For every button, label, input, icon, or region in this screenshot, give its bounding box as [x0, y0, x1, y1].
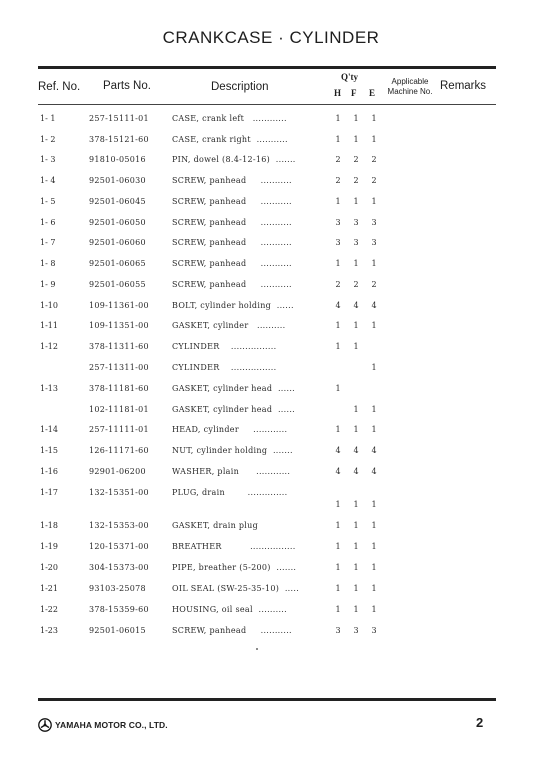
description: NUT, cylinder holding .......	[172, 446, 293, 455]
qty-f: 1	[353, 500, 359, 509]
part-no: 92501-06030	[89, 176, 146, 185]
header-remarks: Remarks	[440, 80, 487, 92]
table-row	[0, 626, 542, 646]
qty-f: 1	[353, 321, 359, 330]
page-number: 2	[476, 715, 484, 730]
description: OIL SEAL (SW-25-35-10) .....	[172, 584, 300, 593]
ref-no: 1-23	[40, 626, 58, 635]
table-row	[0, 259, 542, 279]
qty-e: 3	[371, 238, 377, 247]
qty-f: 3	[353, 626, 359, 635]
description: SCREW, panhead ...........	[172, 238, 292, 247]
part-no: 92501-06015	[89, 626, 146, 635]
ref-no: 1- 4	[40, 176, 56, 185]
part-no: 257-11311-00	[89, 363, 149, 372]
table-row	[0, 467, 542, 487]
qty-e: 2	[371, 176, 377, 185]
footer-rule	[38, 698, 496, 701]
stray-mark	[256, 648, 258, 650]
part-no: 304-15373-00	[89, 563, 149, 572]
table-row	[0, 321, 542, 341]
qty-h: 1	[335, 500, 341, 509]
table-row	[0, 301, 542, 321]
qty-f: 4	[353, 467, 359, 476]
qty-f: 3	[353, 218, 359, 227]
qty-e: 1	[371, 135, 377, 144]
header-e: E	[369, 88, 376, 98]
qty-f: 1	[353, 584, 359, 593]
table-row	[0, 521, 542, 541]
qty-e: 4	[371, 446, 377, 455]
qty-f: 1	[353, 563, 359, 572]
qty-e: 1	[371, 605, 377, 614]
header-f: F	[351, 88, 357, 98]
ref-no: 1-12	[40, 342, 58, 351]
description: SCREW, panhead ...........	[172, 176, 292, 185]
qty-h: 3	[335, 626, 341, 635]
qty-f: 2	[353, 280, 359, 289]
ref-no: 1-14	[40, 425, 58, 434]
qty-h: 1	[335, 563, 341, 572]
qty-f: 1	[353, 542, 359, 551]
qty-e: 1	[371, 425, 377, 434]
table-row	[0, 135, 542, 155]
part-no: 109-11351-00	[89, 321, 149, 330]
ref-no: 1-13	[40, 384, 58, 393]
table-row	[0, 563, 542, 583]
ref-no: 1-16	[40, 467, 58, 476]
ref-no: 1- 8	[40, 259, 56, 268]
description: CASE, crank left ............	[172, 114, 287, 123]
part-no: 378-11311-60	[89, 342, 149, 351]
ref-no: 1- 7	[40, 238, 56, 247]
table-row	[0, 405, 542, 425]
qty-h: 2	[335, 280, 341, 289]
table-row	[0, 197, 542, 217]
description: GASKET, cylinder ..........	[172, 321, 286, 330]
qty-e: 3	[371, 218, 377, 227]
qty-e: 1	[371, 542, 377, 551]
description: BREATHER ................	[172, 542, 296, 551]
qty-f: 1	[353, 342, 359, 351]
ref-no: 1- 2	[40, 135, 56, 144]
qty-h: 3	[335, 238, 341, 247]
ref-no: 1-10	[40, 301, 58, 310]
qty-e: 1	[371, 521, 377, 530]
ref-no: 1- 6	[40, 218, 56, 227]
qty-f: 1	[353, 405, 359, 414]
header-h: H	[334, 88, 342, 98]
ref-no: 1-21	[40, 584, 58, 593]
qty-e: 1	[371, 405, 377, 414]
part-no: 92501-06050	[89, 218, 146, 227]
ref-no: 1-15	[40, 446, 58, 455]
table-row	[0, 342, 542, 362]
qty-e: 4	[371, 301, 377, 310]
ref-no: 1-22	[40, 605, 58, 614]
part-no: 126-11171-60	[89, 446, 149, 455]
part-no: 257-15111-01	[89, 114, 149, 123]
qty-h: 1	[335, 135, 341, 144]
description: CYLINDER ................	[172, 363, 277, 372]
footer-brand	[38, 718, 168, 732]
qty-f: 2	[353, 176, 359, 185]
qty-f: 1	[353, 521, 359, 530]
company-name: YAMAHA MOTOR CO., LTD.	[55, 720, 168, 730]
description: PIPE, breather (5-200) .......	[172, 563, 297, 572]
description: BOLT, cylinder holding ......	[172, 301, 294, 310]
table-row	[0, 155, 542, 175]
header-bottom-rule	[38, 104, 496, 105]
header-parts-no: Parts No.	[103, 80, 151, 92]
qty-f: 1	[353, 605, 359, 614]
qty-e: 2	[371, 155, 377, 164]
qty-e: 3	[371, 626, 377, 635]
part-no: 92501-06060	[89, 238, 146, 247]
description: SCREW, panhead ...........	[172, 280, 292, 289]
description: SCREW, panhead ...........	[172, 218, 292, 227]
ref-no: 1-19	[40, 542, 58, 551]
description: CYLINDER ................	[172, 342, 277, 351]
description: HEAD, cylinder ............	[172, 425, 288, 434]
part-no: 378-15121-60	[89, 135, 149, 144]
description: GASKET, drain plug	[172, 521, 259, 530]
part-no: 92501-06045	[89, 197, 146, 206]
qty-e: 1	[371, 197, 377, 206]
qty-f: 1	[353, 135, 359, 144]
qty-f: 4	[353, 446, 359, 455]
part-no: 132-15351-00	[89, 488, 149, 497]
description: PLUG, drain ..............	[172, 488, 288, 497]
header-description: Description	[211, 81, 269, 93]
description: PIN, dowel (8.4-12-16) .......	[172, 155, 296, 164]
header-qty: Q'ty	[341, 72, 358, 82]
qty-e: 1	[371, 114, 377, 123]
qty-e: 1	[371, 584, 377, 593]
part-no: 91810-05016	[89, 155, 146, 164]
table-row	[0, 280, 542, 300]
ref-no: 1- 5	[40, 197, 56, 206]
description: CASE, crank right ...........	[172, 135, 288, 144]
part-no: 102-11181-01	[89, 405, 149, 414]
table-row	[0, 218, 542, 238]
qty-e: 1	[371, 500, 377, 509]
qty-h: 4	[335, 467, 341, 476]
description: SCREW, panhead ...........	[172, 197, 292, 206]
table-row	[0, 584, 542, 604]
qty-h: 1	[335, 114, 341, 123]
part-no: 92501-06055	[89, 280, 146, 289]
qty-f: 1	[353, 425, 359, 434]
description: GASKET, cylinder head ......	[172, 405, 296, 414]
qty-h: 1	[335, 321, 341, 330]
part-no: 92501-06065	[89, 259, 146, 268]
header-applicable-line2: Machine No.	[387, 87, 433, 96]
ref-no: 1- 1	[40, 114, 56, 123]
description: HOUSING, oil seal ..........	[172, 605, 287, 614]
qty-h: 1	[335, 521, 341, 530]
table-row	[0, 363, 542, 383]
qty-f: 2	[353, 155, 359, 164]
qty-h: 1	[335, 342, 341, 351]
header-ref-no: Ref. No.	[38, 81, 81, 93]
qty-h: 1	[335, 584, 341, 593]
qty-e: 1	[371, 363, 377, 372]
qty-h: 1	[335, 384, 341, 393]
part-no: 378-11181-60	[89, 384, 149, 393]
qty-h: 1	[335, 197, 341, 206]
page-title: CRANKCASE · CYLINDER	[162, 28, 380, 47]
table-row	[0, 176, 542, 196]
table-row	[0, 238, 542, 258]
qty-e: 1	[371, 321, 377, 330]
description: GASKET, cylinder head ......	[172, 384, 296, 393]
qty-h: 1	[335, 425, 341, 434]
qty-h: 2	[335, 176, 341, 185]
qty-h: 1	[335, 542, 341, 551]
table-row	[0, 605, 542, 625]
ref-no: 1- 9	[40, 280, 56, 289]
qty-h: 2	[335, 155, 341, 164]
qty-e: 1	[371, 563, 377, 572]
description: WASHER, plain ............	[172, 467, 291, 476]
part-no: 120-15371-00	[89, 542, 149, 551]
qty-h: 4	[335, 301, 341, 310]
part-no: 93103-25078	[89, 584, 146, 593]
qty-e: 2	[371, 280, 377, 289]
part-no: 257-11111-01	[89, 425, 149, 434]
qty-f: 1	[353, 197, 359, 206]
qty-f: 3	[353, 238, 359, 247]
table-row	[0, 446, 542, 466]
qty-h: 3	[335, 218, 341, 227]
part-no: 378-15359-60	[89, 605, 149, 614]
ref-no: 1-11	[40, 321, 58, 330]
description: SCREW, panhead ...........	[172, 259, 292, 268]
table-row	[0, 542, 542, 562]
header-top-rule	[38, 66, 496, 69]
header-applicable-machine	[382, 77, 438, 97]
part-no: 132-15353-00	[89, 521, 149, 530]
table-row-continuation	[0, 500, 542, 520]
ref-no: 1-17	[40, 488, 58, 497]
qty-h: 4	[335, 446, 341, 455]
ref-no: 1-18	[40, 521, 58, 530]
qty-h: 1	[335, 605, 341, 614]
part-no: 92901-06200	[89, 467, 146, 476]
qty-f: 4	[353, 301, 359, 310]
qty-h: 1	[335, 259, 341, 268]
qty-f: 1	[353, 114, 359, 123]
description: SCREW, panhead ...........	[172, 626, 292, 635]
ref-no: 1-20	[40, 563, 58, 572]
qty-e: 1	[371, 259, 377, 268]
table-row	[0, 384, 542, 404]
header-applicable-line1: Applicable	[391, 77, 429, 86]
table-row	[0, 114, 542, 134]
qty-f: 1	[353, 259, 359, 268]
ref-no: 1- 3	[40, 155, 56, 164]
qty-e: 4	[371, 467, 377, 476]
part-no: 109-11361-00	[89, 301, 149, 310]
yamaha-tuning-fork-logo-icon	[38, 718, 52, 732]
table-row	[0, 425, 542, 445]
